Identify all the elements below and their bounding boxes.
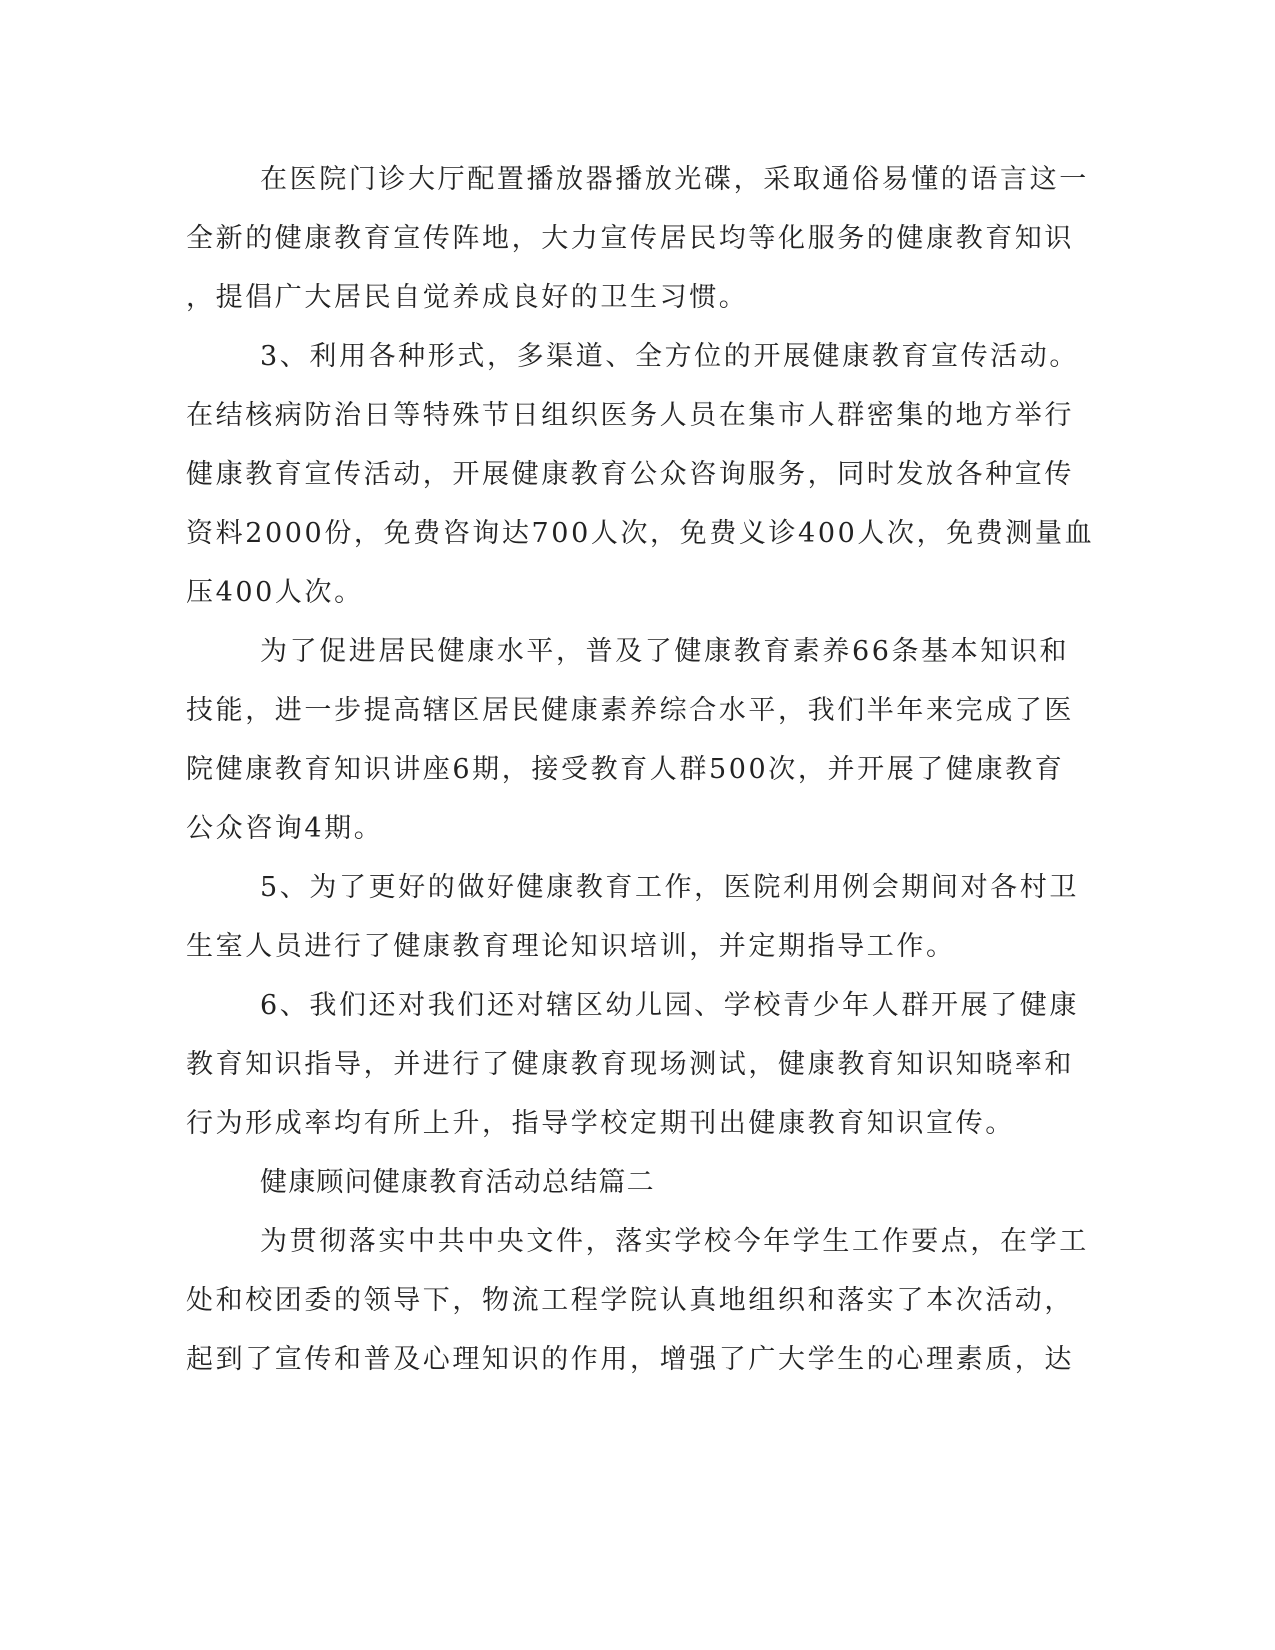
section-heading: 健康顾问健康教育活动总结篇二 xyxy=(260,1167,655,1198)
text-line: 压400人次。 xyxy=(186,577,364,608)
text-line: 教育知识指导，并进行了健康教育现场测试，健康教育知识知晓率和 xyxy=(186,1049,1074,1080)
text-line: 行为形成率均有所上升，指导学校定期刊出健康教育知识宣传。 xyxy=(186,1108,1015,1139)
text-line: 院健康教育知识讲座6期，接受教育人群500次，并开展了健康教育 xyxy=(186,754,1065,785)
text-line: 3、利用各种形式，多渠道、全方位的开展健康教育宣传活动。 xyxy=(260,341,1079,372)
text-line: 5、为了更好的做好健康教育工作，医院利用例会期间对各村卫 xyxy=(260,872,1079,903)
text-line: 在结核病防治日等特殊节日组织医务人员在集市人群密集的地方举行 xyxy=(186,400,1074,431)
text-line: 健康教育宣传活动，开展健康教育公众咨询服务，同时发放各种宣传 xyxy=(186,459,1074,490)
text-line: 在医院门诊大厅配置播放器播放光碟，采取通俗易懂的语言这一 xyxy=(260,164,1089,195)
text-line: 全新的健康教育宣传阵地，大力宣传居民均等化服务的健康教育知识 xyxy=(186,223,1074,254)
text-line: 6、我们还对我们还对辖区幼儿园、学校青少年人群开展了健康 xyxy=(260,990,1079,1021)
text-line: 为贯彻落实中共中央文件，落实学校今年学生工作要点，在学工 xyxy=(260,1226,1089,1257)
text-line: 公众咨询4期。 xyxy=(186,813,384,844)
text-line: 资料2000份，免费咨询达700人次，免费义诊400人次，免费测量血 xyxy=(186,518,1095,549)
text-line: 生室人员进行了健康教育理论知识培训，并定期指导工作。 xyxy=(186,931,956,962)
text-line: 处和校团委的领导下，物流工程学院认真地组织和落实了本次活动， xyxy=(186,1285,1074,1316)
text-line: ，提倡广大居民自觉养成良好的卫生习惯。 xyxy=(186,282,749,313)
text-line: 起到了宣传和普及心理知识的作用，增强了广大学生的心理素质，达 xyxy=(186,1344,1074,1375)
text-line: 为了促进居民健康水平，普及了健康教育素养66条基本知识和 xyxy=(260,636,1070,667)
text-line: 技能，进一步提高辖区居民健康素养综合水平，我们半年来完成了医 xyxy=(186,695,1074,726)
